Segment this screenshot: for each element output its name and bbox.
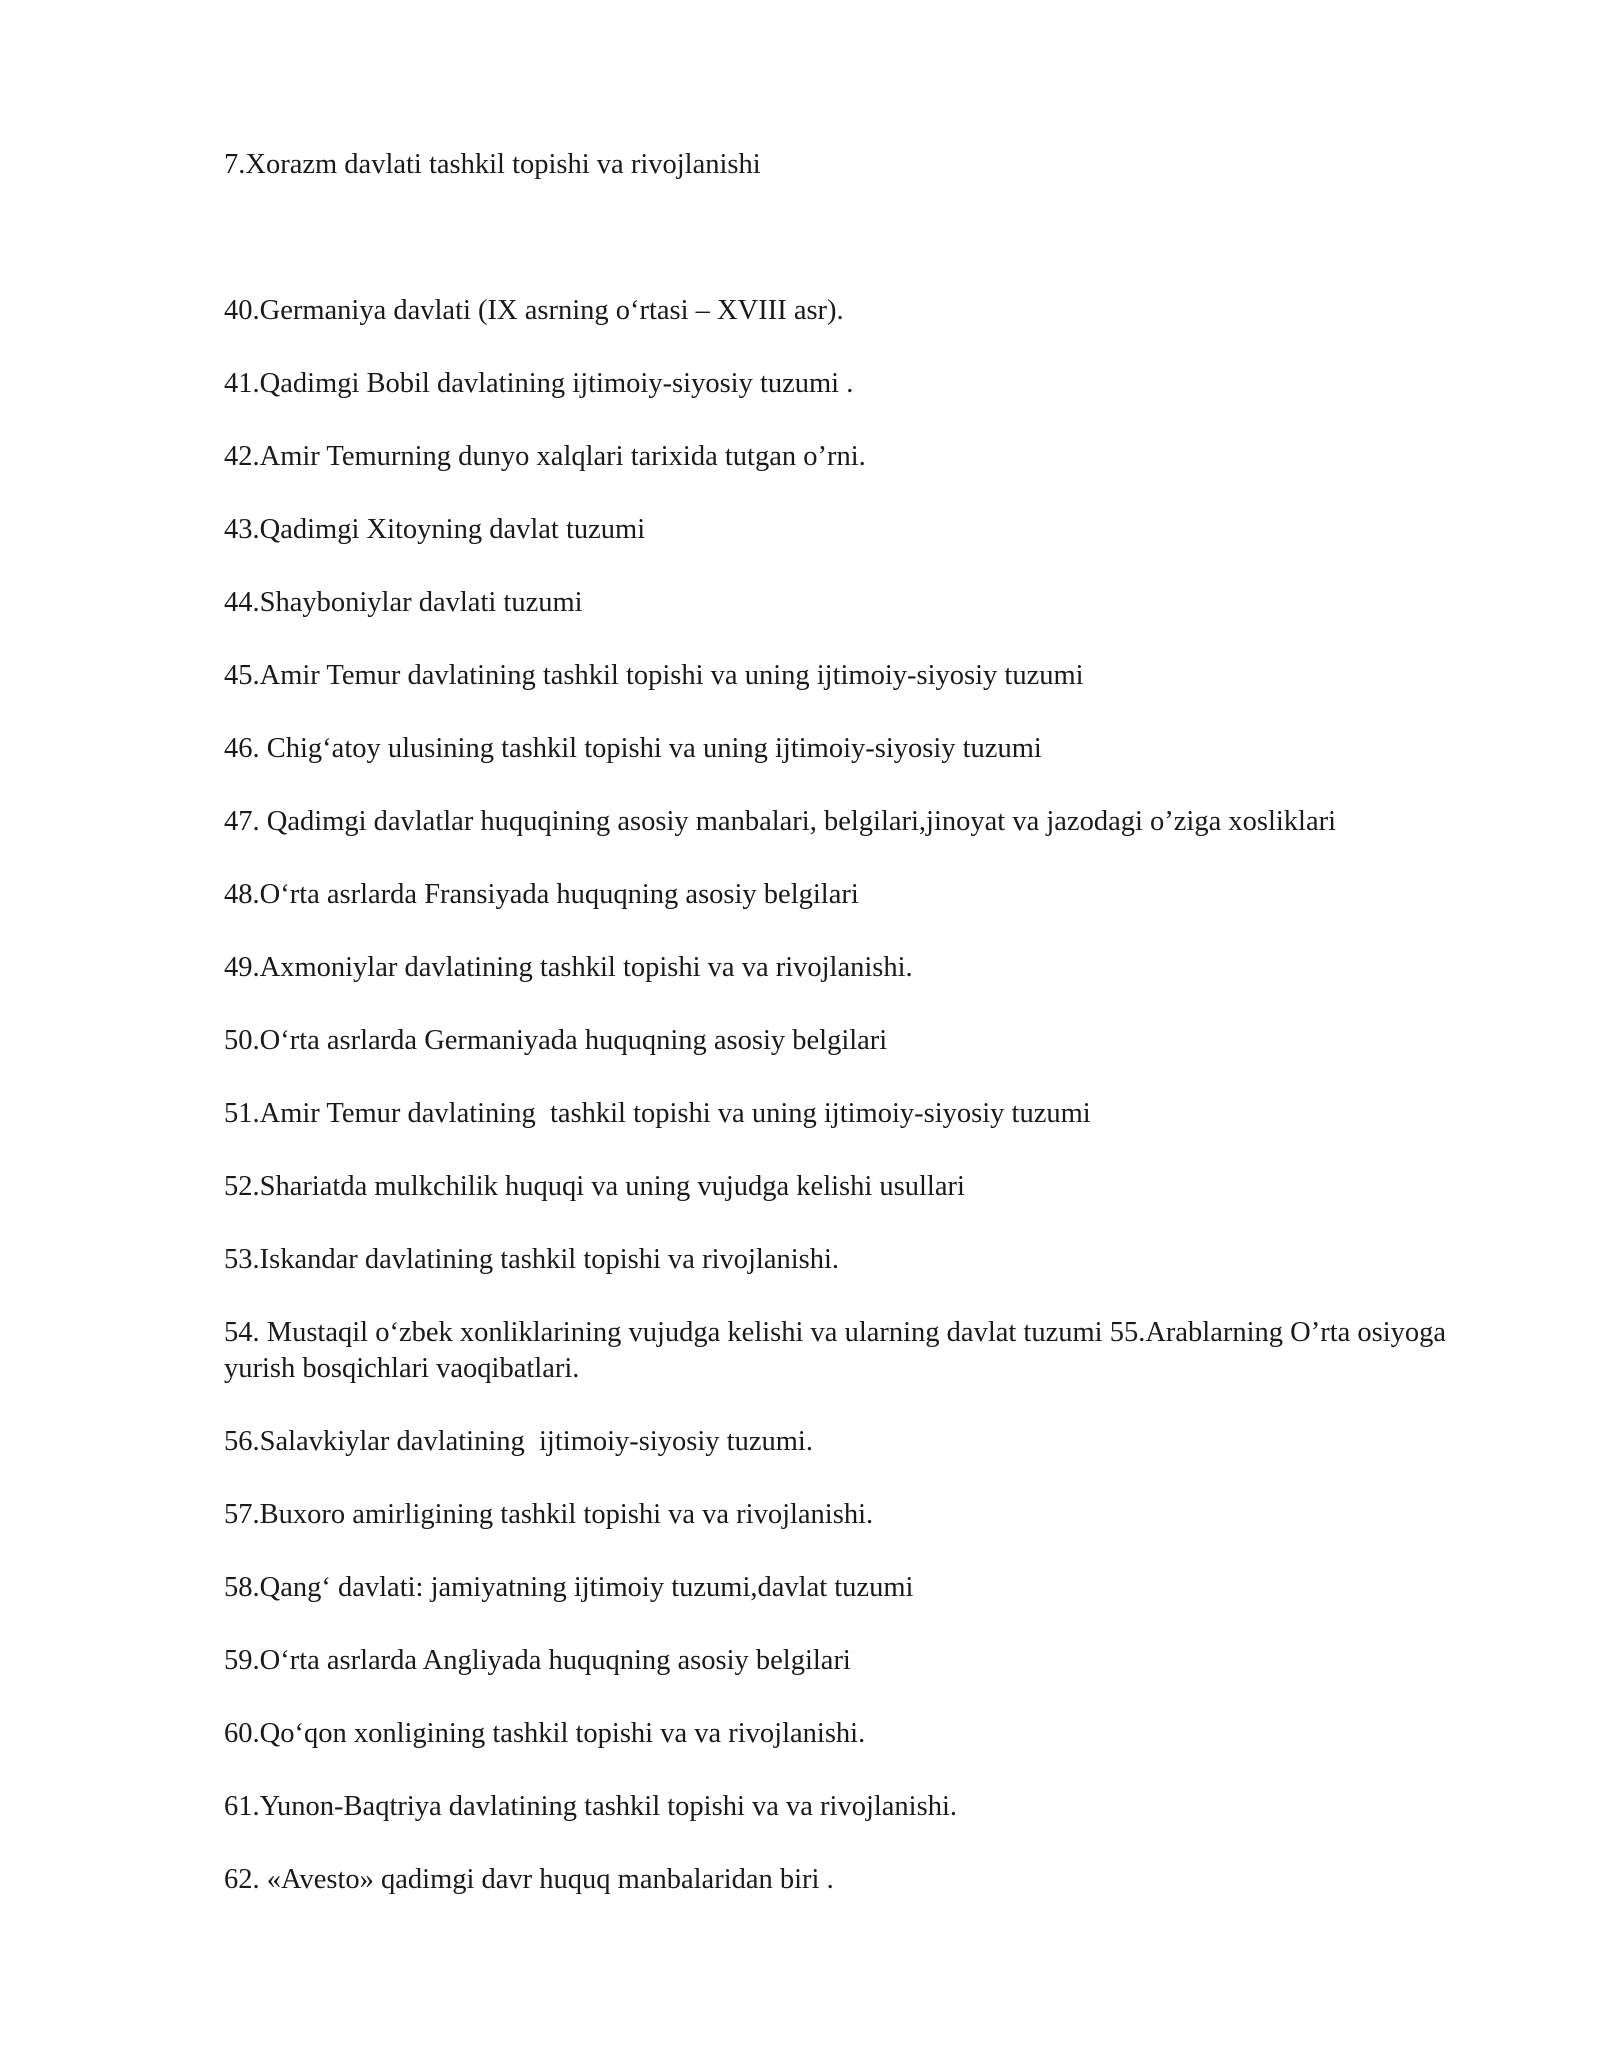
list-item: 42.Amir Temurning dunyo xalqlari tarixida tutgan o’rni. bbox=[224, 441, 866, 472]
list-item: 44.Shayboniylar davlati tuzumi bbox=[224, 587, 583, 618]
list-item: 46. Chig‘atoy ulusining tashkil topishi va uning ijtimoiy-siyosiy tuzumi bbox=[224, 733, 1042, 764]
list-item: 47. Qadimgi davlatlar huquqining asosiy manbalari, belgilari,jinoyat va jazodagi o’ziga xosliklari bbox=[224, 806, 1337, 837]
list-item: 51.Amir Temur davlatining tashkil topishi va uning ijtimoiy-siyosiy tuzumi bbox=[224, 1098, 1091, 1129]
list-item: 50.O‘rta asrlarda Germaniyada huquqning asosiy belgilari bbox=[224, 1025, 888, 1056]
list-item: 57.Buxoro amirligining tashkil topishi va va rivojlanishi. bbox=[224, 1499, 874, 1530]
list-item: 7.Xorazm davlati tashkil topishi va rivojlanishi bbox=[224, 149, 761, 180]
list-item: 48.O‘rta asrlarda Fransiyada huquqning asosiy belgilari bbox=[224, 879, 859, 910]
list-item: 59.O‘rta asrlarda Angliyada huquqning asosiy belgilari bbox=[224, 1645, 851, 1676]
list-item: 53.Iskandar davlatining tashkil topishi va rivojlanishi. bbox=[224, 1244, 840, 1275]
list-item: 40.Germaniya davlati (IX asrning o‘rtasi – XVIII asr). bbox=[224, 295, 844, 326]
list-item: 41.Qadimgi Bobil davlatining ijtimoiy-siyosiy tuzumi . bbox=[224, 368, 854, 399]
list-item: 60.Qo‘qon xonligining tashkil topishi va va rivojlanishi. bbox=[224, 1718, 866, 1749]
list-item: 49.Axmoniylar davlatining tashkil topishi va va rivojlanishi. bbox=[224, 952, 913, 983]
list-item: 58.Qang‘ davlati: jamiyatning ijtimoiy tuzumi,davlat tuzumi bbox=[224, 1572, 914, 1603]
document-body bbox=[224, 147, 1484, 1898]
list-item: 52.Shariatda mulkchilik huquqi va uning vujudga kelishi usullari bbox=[224, 1171, 965, 1202]
list-item: 56.Salavkiylar davlatining ijtimoiy-siyosiy tuzumi. bbox=[224, 1426, 813, 1457]
list-item: 61.Yunon-Baqtriya davlatining tashkil topishi va va rivojlanishi. bbox=[224, 1791, 957, 1822]
list-item: 45.Amir Temur davlatining tashkil topishi va uning ijtimoiy-siyosiy tuzumi bbox=[224, 660, 1084, 691]
list-item: 62. «Avesto» qadimgi davr huquq manbalaridan biri . bbox=[224, 1864, 834, 1895]
list-item: 43.Qadimgi Xitoyning davlat tuzumi bbox=[224, 514, 646, 545]
list-item: 54. Mustaqil o‘zbek xonliklarining vujudga kelishi va ularning davlat tuzumi 55.Arablarning O’rta osiyoga yurish bosqichlari vaoqibatlari. bbox=[224, 1317, 1454, 1384]
